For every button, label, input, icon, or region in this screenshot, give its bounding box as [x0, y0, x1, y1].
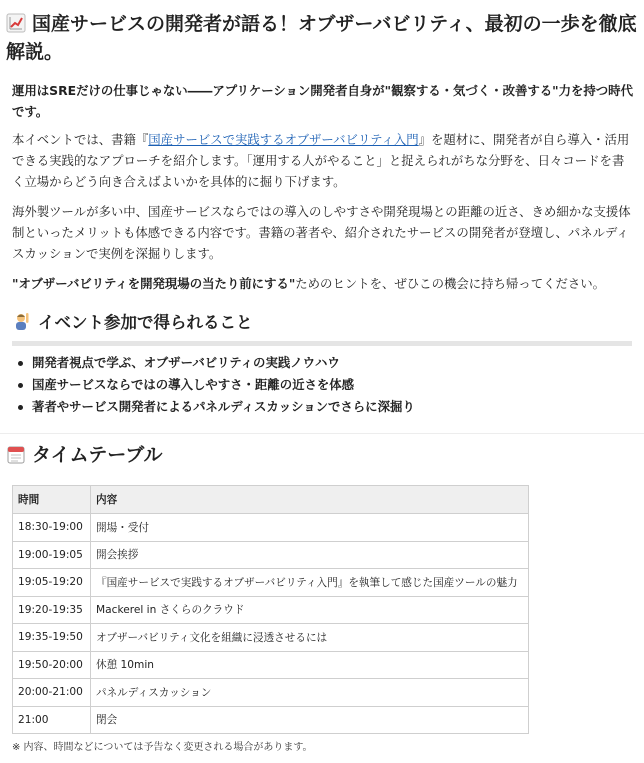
timetable-table [12, 485, 529, 734]
time-cell: 19:00-19:05 [13, 541, 91, 569]
closing-text: ためのヒントを、ぜひこの機会に持ち帰ってください。 [295, 276, 606, 291]
table-row [13, 624, 529, 652]
column-header-content: 内容 [91, 486, 529, 514]
list-item: 開発者視点で学ぶ、オブザーバビリティの実践ノウハウ [12, 352, 632, 374]
table-row [13, 514, 529, 542]
lead-text: 運用はSREだけの仕事じゃない――アプリケーション開発者自身が"観察する・気づく・改善する"力を持つ時代です。 [12, 83, 633, 119]
table-row [13, 651, 529, 679]
time-cell: 20:00-21:00 [13, 679, 91, 707]
tear-off-calendar-icon [6, 444, 26, 464]
benefits-list [12, 352, 632, 418]
time-cell: 19:05-19:20 [13, 569, 91, 597]
benefits-heading-text: イベント参加で得られること [38, 313, 253, 332]
content-cell: 閉会 [91, 706, 529, 734]
time-cell: 19:50-20:00 [13, 651, 91, 679]
merits-paragraph: 海外製ツールが多い中、国産サービスならではの導入のしやすさや開発現場との距離の近さ、きめ細かな支援体制といったメリットも体感できる内容です。書籍の著者や、紹介されたサービスの開発者が登壇し、パネルディスカッションで実例を深掘りします。 [12, 204, 631, 261]
time-cell: 19:20-19:35 [13, 596, 91, 624]
column-header-time: 時間 [13, 486, 91, 514]
chart-increasing-icon [6, 13, 26, 33]
content-cell: オブザーバビリティ文化を組織に浸透させるには [91, 624, 529, 652]
content-cell: Mackerel in さくらのクラウド [91, 596, 529, 624]
intro-paragraph [12, 129, 636, 192]
content-cell: 『国産サービスで実践するオブザーバビリティ入門』を執筆して感じた国産ツールの魅力 [91, 569, 529, 597]
table-row [13, 596, 529, 624]
content-cell: 休憩 10min [91, 651, 529, 679]
table-header-row [13, 486, 529, 514]
table-row [13, 541, 529, 569]
person-raising-hand-icon [12, 311, 32, 331]
timetable-note: ※ 内容、時間などについては予告なく変更される場合があります。 [12, 742, 313, 753]
intro-text-before: 本イベントでは、書籍『 [12, 132, 149, 147]
content-cell: 開場・受付 [91, 514, 529, 542]
content-cell: 開会挨拶 [91, 541, 529, 569]
section-divider [0, 433, 644, 434]
closing-emphasis: "オブザーバビリティを開発現場の当たり前にする" [12, 276, 296, 291]
time-cell: 18:30-19:00 [13, 514, 91, 542]
benefits-heading [12, 309, 632, 346]
table-row [13, 706, 529, 734]
list-item: 著者やサービス開発者によるパネルディスカッションでさらに深掘り [12, 396, 632, 418]
list-item: 国産サービスならではの導入しやすさ・距離の近さを体感 [12, 374, 632, 396]
table-row [13, 679, 529, 707]
intro-text-after: 』を題材に、開発者が自ら導入・活用できる実践的なアプローチを紹介します。「運用する人がやること」と捉えられがちな分野を、日々コードを書く立場からどう向き合えばよいかを具体的に掘り下げます。 [12, 132, 630, 189]
time-cell: 21:00 [13, 706, 91, 734]
closing-paragraph [12, 273, 636, 294]
table-row [13, 569, 529, 597]
page-title: 国産サービスの開発者が語る！オブザーバビリティ、最初の一歩を徹底解説。 [6, 13, 637, 63]
book-link[interactable]: 国産サービスで実践するオブザーバビリティ入門 [148, 132, 419, 147]
time-cell: 19:35-19:50 [13, 624, 91, 652]
timetable-heading-text: タイムテーブル [32, 444, 163, 466]
timetable-heading [6, 440, 626, 470]
page-title-heading [6, 10, 638, 66]
content-cell: パネルディスカッション [91, 679, 529, 707]
